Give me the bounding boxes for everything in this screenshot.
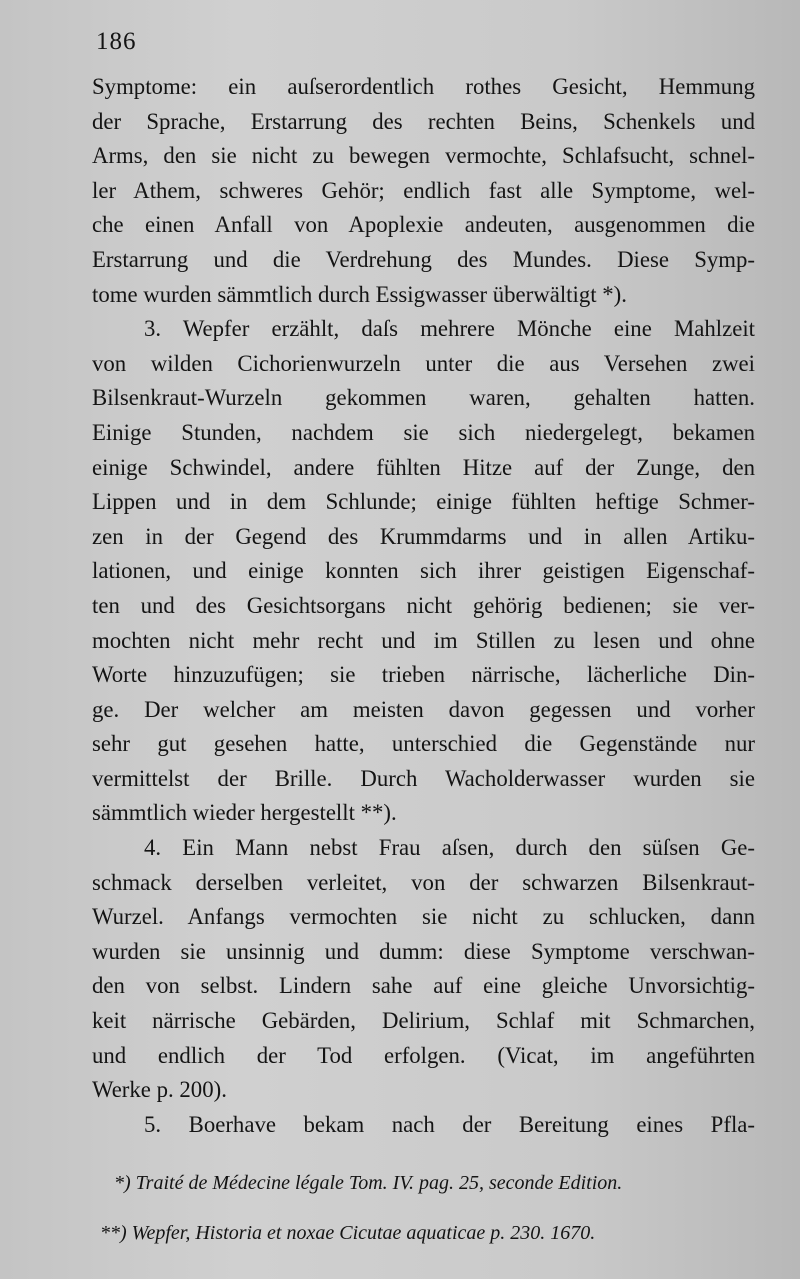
text-line: Erstarrung und die Verdrehung des Mundes. Diese Symp- [92, 246, 755, 272]
text-line: den von selbst. Lindern sahe auf eine gleiche Unvorsichtig- [92, 973, 755, 999]
text-line: che einen Anfall von Apoplexie andeuten, ausgenommen die [92, 212, 755, 238]
text-line: Werke p. 200). [92, 1077, 227, 1103]
text-line: ten und des Gesichtsorgans nicht gehörig bedienen; sie ver- [92, 592, 755, 618]
page-number: 186 [96, 28, 137, 55]
paragraph-start-line: 5. Boerhave bekam nach der Bereitung eines Pfla- [144, 1111, 755, 1137]
text-line: Lippen und in dem Schlunde; einige fühlten heftige Schmer- [92, 489, 755, 515]
text-line: mochten nicht mehr recht und im Stillen zu lesen und ohne [92, 627, 755, 653]
text-line: Wurzel. Anfangs vermochten sie nicht zu schlucken, dann [92, 904, 755, 930]
text-line: ler Athem, schweres Gehör; endlich fast alle Symptome, wel- [92, 177, 755, 203]
text-line: ge. Der welcher am meisten davon gegessen und vorher [92, 696, 755, 722]
text-line: sehr gut gesehen hatte, unterschied die Gegenstände nur [92, 731, 755, 757]
text-line: zen in der Gegend des Krummdarms und in allen Artiku- [92, 523, 755, 549]
text-line: und endlich der Tod erfolgen. (Vicat, im angeführten [92, 1042, 755, 1068]
footnotes [100, 1158, 760, 1258]
text-line: vermittelst der Brille. Durch Wacholderwasser wurden sie [92, 765, 755, 791]
text-line: einige Schwindel, andere fühlten Hitze auf der Zunge, den [92, 454, 755, 480]
text-line: Bilsenkraut-Wurzeln gekommen waren, gehalten hatten. [92, 385, 755, 411]
body-text [92, 70, 755, 1142]
text-line: lationen, und einige konnten sich ihrer geistigen Eigenschaf- [92, 558, 755, 584]
text-line: von wilden Cichorienwurzeln unter die aus Versehen zwei [92, 350, 755, 376]
text-line: sämmtlich wieder hergestellt **). [92, 800, 397, 826]
text-line: Worte hinzuzufügen; sie trieben närrische, lächerliche Din- [92, 662, 755, 688]
paragraph-start-line: 3. Wepfer erzählt, daſs mehrere Mönche eine Mahlzeit [144, 316, 755, 342]
text-line: Arms, den sie nicht zu bewegen vermochte, Schlafsucht, schnel- [92, 143, 755, 169]
text-line: schmack derselben verleitet, von der schwarzen Bilsenkraut- [92, 869, 755, 895]
text-line: keit närrische Gebärden, Delirium, Schlaf mit Schmarchen, [92, 1008, 755, 1034]
paragraph-start-line: 4. Ein Mann nebst Frau aſsen, durch den süſsen Ge- [144, 835, 755, 861]
text-line: Einige Stunden, nachdem sie sich niedergelegt, bekamen [92, 419, 755, 445]
footnote: *) Traité de Médecine légale Tom. IV. pag. 25, seconde Edition. [114, 1172, 623, 1194]
text-line: der Sprache, Erstarrung des rechten Beins, Schenkels und [92, 108, 755, 134]
text-line: tome wurden sämmtlich durch Essigwasser überwältigt *). [92, 281, 627, 307]
text-line: wurden sie unsinnig und dumm: diese Symptome verschwan- [92, 938, 755, 964]
text-line: Symptome: ein auſserordentlich rothes Gesicht, Hemmung [92, 74, 755, 99]
footnote: **) Wepfer, Historia et noxae Cicutae aquaticae p. 230. 1670. [100, 1222, 596, 1244]
